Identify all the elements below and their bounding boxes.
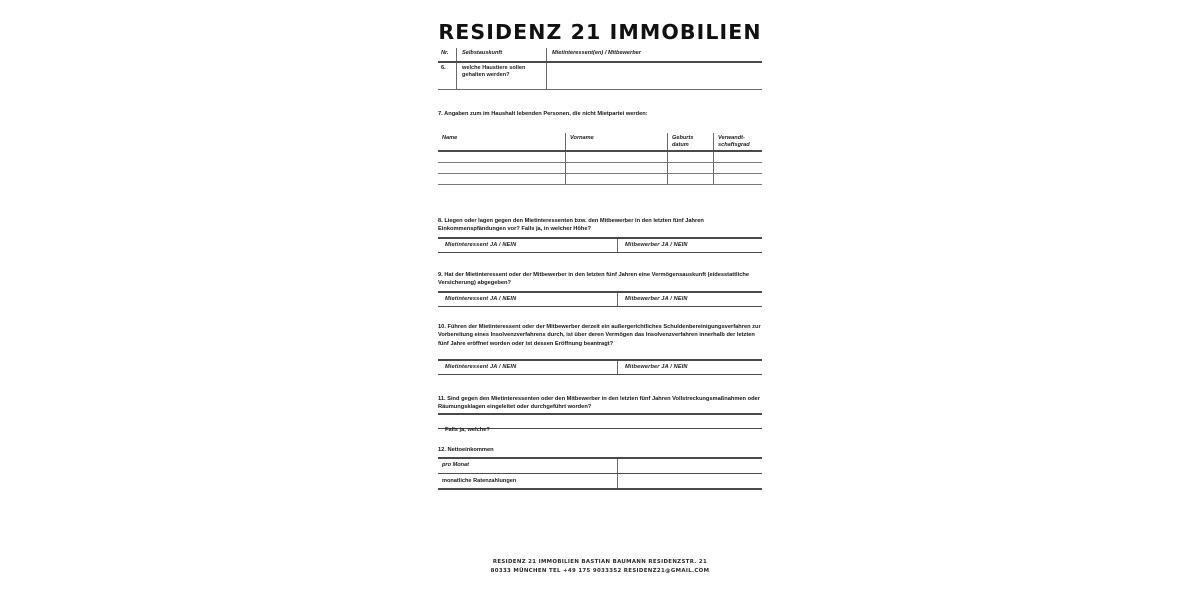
table-header-row (438, 48, 762, 61)
table-row[interactable] (438, 152, 762, 162)
section9-mitbewerber-choice[interactable]: Mitbewerber JA / NEIN (617, 293, 762, 306)
row-value-ratenzahlungen[interactable] (617, 474, 762, 488)
section10-mietinteressent-choice[interactable]: Mietinteressent JA / NEIN (445, 363, 517, 370)
geburtsdatum-line2: datum (672, 141, 689, 148)
document-page (438, 0, 762, 600)
section10-answer-row (438, 359, 762, 375)
divider (438, 374, 762, 376)
section10-mitbewerber-choice[interactable]: Mitbewerber JA / NEIN (617, 361, 762, 374)
table-selbstauskunft (438, 48, 762, 90)
column-header-nr: Nr. (441, 50, 449, 56)
table-row (438, 459, 762, 473)
section9-answer-row (438, 291, 762, 307)
cell-geburtsdatum-input[interactable] (667, 152, 713, 162)
table-divider (438, 89, 762, 90)
section11-heading: 11. Sind gegen den Mietinteressenten oder den Mitbewerber in den letzten fünf Jahren Vollstreckungsmaßnahmen oder Räumungsklagen eingeleitet oder durchgeführt worden? (438, 396, 760, 411)
column-header-verwandtschaftsgrad (713, 133, 762, 150)
column-header-selbstauskunft: Selbstauskunft (456, 48, 546, 61)
table-row (438, 474, 762, 488)
row-value-pro-monat[interactable] (617, 459, 762, 473)
cell-geburtsdatum-input[interactable] (667, 163, 713, 173)
section8-mietinteressent-choice[interactable]: Mietinteressent JA / NEIN (445, 241, 517, 248)
page-title: RESIDENZ 21 IMMOBILIEN (438, 20, 762, 44)
footer-line-1: RESIDENZ 21 IMMOBILIEN BASTIAN BAUMANN RESIDENZSTR. 21 (492, 559, 708, 565)
table-row[interactable] (438, 163, 762, 173)
cell-geburtsdatum-input[interactable] (667, 174, 713, 184)
page-footer (438, 558, 762, 575)
column-header-name: Name (442, 135, 458, 141)
column-header-vorname: Vorname (565, 133, 667, 150)
table-row[interactable] (438, 174, 762, 184)
cell-vorname-input[interactable] (565, 174, 667, 184)
table-row (438, 63, 762, 89)
divider (438, 306, 762, 308)
table-nettoeinkommen (438, 457, 762, 490)
footer-line-2: 80333 MÜNCHEN TEL +49 175 9033352 RESIDENZ21@GMAIL.COM (490, 567, 710, 574)
section9-mietinteressent-choice[interactable]: Mietinteressent JA / NEIN (445, 295, 517, 302)
section9-heading: 9. Hat der Mietinteressent oder der Mitbewerber in den letzten fünf Jahren eine Vermögensauskunft (eidesstattliche Versicherung) abgegeben? (438, 272, 749, 287)
cell-answer-input[interactable] (546, 63, 762, 89)
cell-verwandtschaftsgrad-input[interactable] (713, 152, 762, 162)
table-divider (438, 184, 762, 185)
section10-heading: 10. Führen der Mietinteressent oder der Mitbewerber derzeit ein außergerichtliches Schuldenbereinigungsverfahren zur Vorbereitung eines Insolvenzverfahrens durch, ist über deren Vermögen das Insolvenzverfahren innerhalb der letzten fünf Jahre eröffnet worden oder ist dessen Eröffnung beantragt? (438, 324, 761, 347)
section11-followup-label: Falls ja, welche? (445, 426, 490, 433)
cell-vorname-input[interactable] (565, 152, 667, 162)
section8-answer-row (438, 237, 762, 253)
table-header-row (438, 133, 762, 150)
table-haushalt-personen (438, 133, 762, 185)
cell-vorname-input[interactable] (565, 163, 667, 173)
cell-nr: 6. (441, 64, 446, 71)
section12-heading: 12. Nettoeinkommen (438, 447, 494, 453)
geburtsdatum-line1: Geburts (672, 135, 694, 141)
cell-name-input[interactable] (438, 174, 565, 184)
divider (438, 252, 762, 254)
column-header-geburtsdatum (667, 133, 713, 150)
cell-name-input[interactable] (438, 152, 565, 162)
cell-verwandtschaftsgrad-input[interactable] (713, 174, 762, 184)
cell-name-input[interactable] (438, 163, 565, 173)
cell-verwandtschaftsgrad-input[interactable] (713, 163, 762, 173)
section8-heading: 8. Liegen oder lagen gegen den Mietinteressenten bzw. den Mitbewerber in den letzten fünf Jahren Einkommenspfändungen vor? Falls ja, in welcher Höhe? (438, 218, 704, 233)
row-label-ratenzahlungen: monatliche Ratenzahlungen (442, 477, 517, 484)
cell-question: welche Haustiere sollen gehalten werden? (456, 63, 546, 89)
verwandtschaftsgrad-line2: schaftsgrad (718, 141, 750, 148)
section11-followup-row (438, 413, 762, 433)
divider (438, 488, 762, 490)
column-header-mietinteressent: Mietinteressent(en) / Mitbewerber (546, 48, 762, 61)
section8-mitbewerber-choice[interactable]: Mitbewerber JA / NEIN (617, 239, 762, 252)
row-label-pro-monat: pro Monat (442, 462, 470, 468)
verwandtschaftsgrad-line1: Verwandt- (718, 135, 745, 141)
section7-heading: 7. Angaben zum im Haushalt lebenden Personen, die nicht Mietpartei werden: (438, 111, 648, 117)
